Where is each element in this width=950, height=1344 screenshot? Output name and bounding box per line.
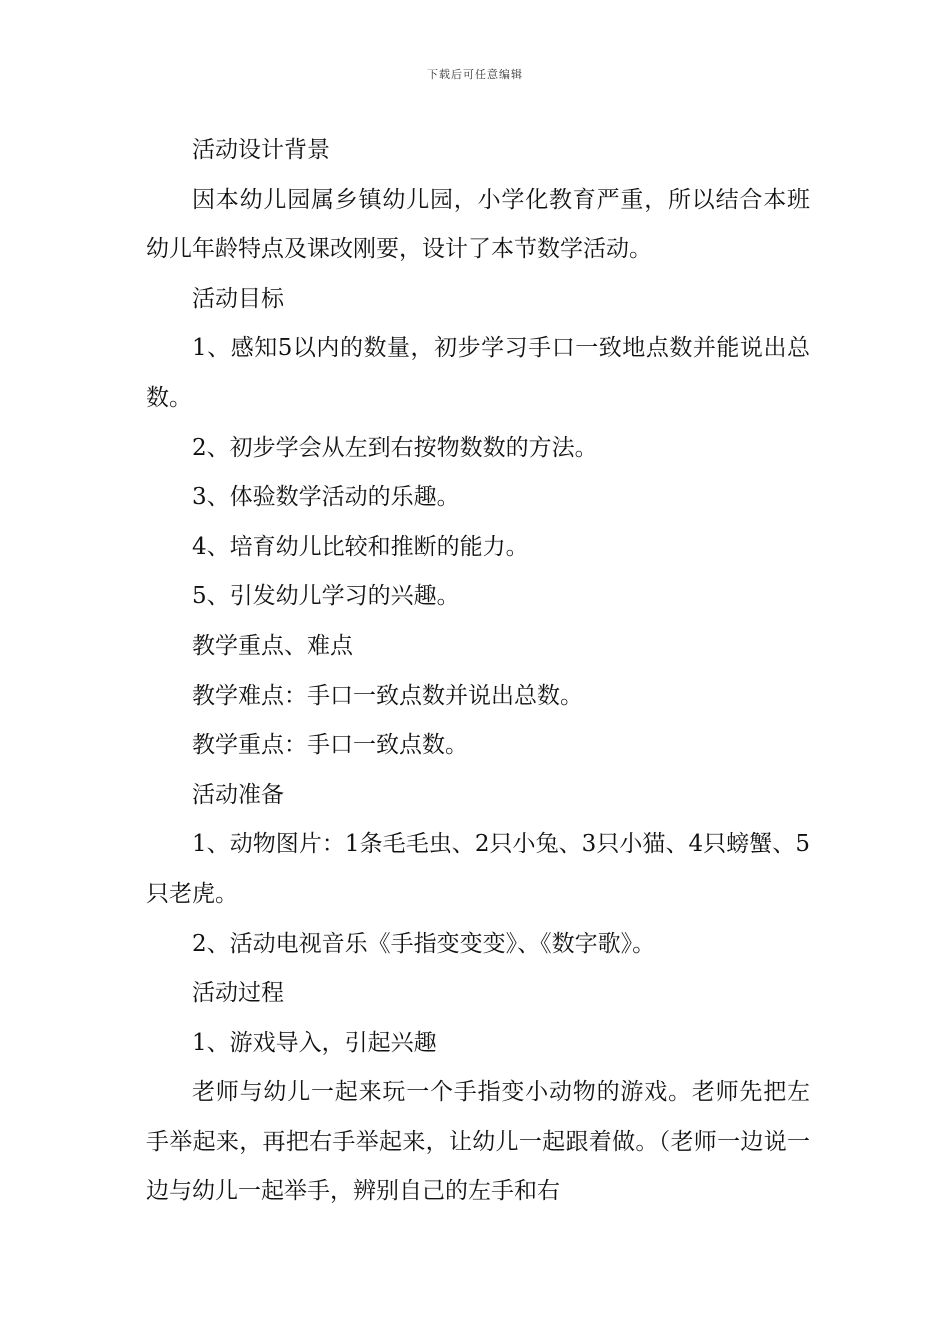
document-body [146, 126, 810, 1217]
preparation-item-1: 1、动物图片：1条毛毛虫、2只小兔、3只小猫、4只螃蟹、5只老虎。 [146, 831, 810, 907]
page-header-note: 下载后可任意编辑 [427, 68, 523, 81]
process-step-1-text: 老师与幼儿一起来玩一个手指变小动物的游戏。老师先把左手举起来，再把右手举起来，让幼儿一起跟着做。（老师一边说一边与幼儿一起举手，辨别自己的左手和右 [146, 1079, 810, 1205]
goal-item-1: 1、感知5以内的数量，初步学习手口一致地点数并能说出总数。 [146, 335, 810, 411]
preparation-item-2: 2、活动电视音乐《手指变变变》、《数字歌》。 [192, 930, 656, 957]
section-heading-goals: 活动目标 [192, 285, 284, 312]
goal-item-2: 2、初步学会从左到右按物数数的方法。 [192, 434, 598, 461]
section-heading-key-points: 教学重点、难点 [192, 632, 353, 659]
key-point: 教学重点：手口一致点数。 [192, 732, 468, 759]
process-step-1-heading: 1、游戏导入，引起兴趣 [192, 1029, 437, 1056]
goal-item-4: 4、培育幼儿比较和推断的能力。 [192, 533, 529, 560]
section-heading-process: 活动过程 [192, 980, 284, 1007]
difficult-point: 教学难点：手口一致点数并说出总数。 [192, 682, 583, 709]
goal-item-5: 5、引发幼儿学习的兴趣。 [192, 583, 460, 610]
section-heading-preparation: 活动准备 [192, 781, 284, 808]
paragraph-background: 因本幼儿园属乡镇幼儿园，小学化教育严重，所以结合本班幼儿年龄特点及课改刚要，设计了本节数学活动。 [146, 186, 810, 263]
section-heading-background: 活动设计背景 [192, 137, 330, 163]
goal-item-3: 3、体验数学活动的乐趣。 [192, 484, 460, 511]
